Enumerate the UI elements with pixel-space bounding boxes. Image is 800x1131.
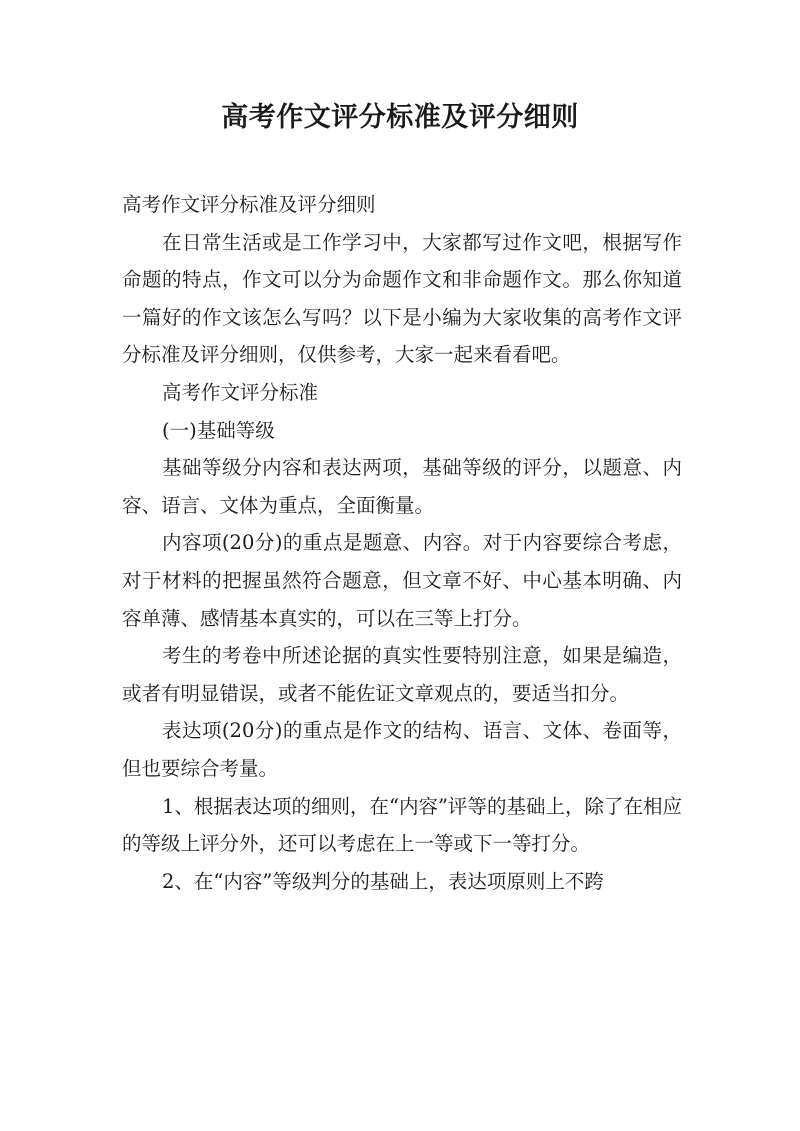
- paragraph-subsection-heading: (一)基础等级: [162, 418, 275, 442]
- paragraph-rule-2: 2、在“内容”等级判分的基础上，表达项原则上不跨: [162, 869, 604, 893]
- paragraph-basic-level: 基础等级分内容和表达两项，基础等级的评分，以题意、内容、语言、文体为重点，全面衡量。: [122, 456, 682, 517]
- paragraph-content-item: 内容项(20分)的重点是题意、内容。对于内容要综合考虑，对于材料的把握虽然符合题意，但文章不好、中心基本明确、内容单薄、感情基本真实的，可以在三等上打分。: [122, 531, 682, 630]
- paragraph-section-heading: 高考作文评分标准: [162, 380, 319, 404]
- paragraph-subtitle: 高考作文评分标准及评分细则: [122, 193, 376, 216]
- document-title: 高考作文评分标准及评分细则: [221, 102, 579, 133]
- paragraph-rule-1: 1、根据表达项的细则，在“内容”评等的基础上，除了在相应的等级上评分外，还可以考虑在上一等或下一等打分。: [122, 794, 682, 856]
- paragraph-evidence-note: 考生的考卷中所述论据的真实性要特别注意，如果是编造，或者有明显错误，或者不能佐证文章观点的，要适当扣分。: [122, 644, 682, 705]
- document-body: [122, 186, 682, 900]
- paragraph-expression-item: 表达项(20分)的重点是作文的结构、语言、文体、卷面等，但也要综合考量。: [122, 719, 682, 780]
- paragraph-intro: 在日常生活或是工作学习中，大家都写过作文吧，根据写作命题的特点，作文可以分为命题作文和非命题作文。那么你知道一篇好的作文该怎么写吗？以下是小编为大家收集的高考作文评分标准及评分细则，仅供参考，大家一起来看看吧。: [122, 230, 682, 367]
